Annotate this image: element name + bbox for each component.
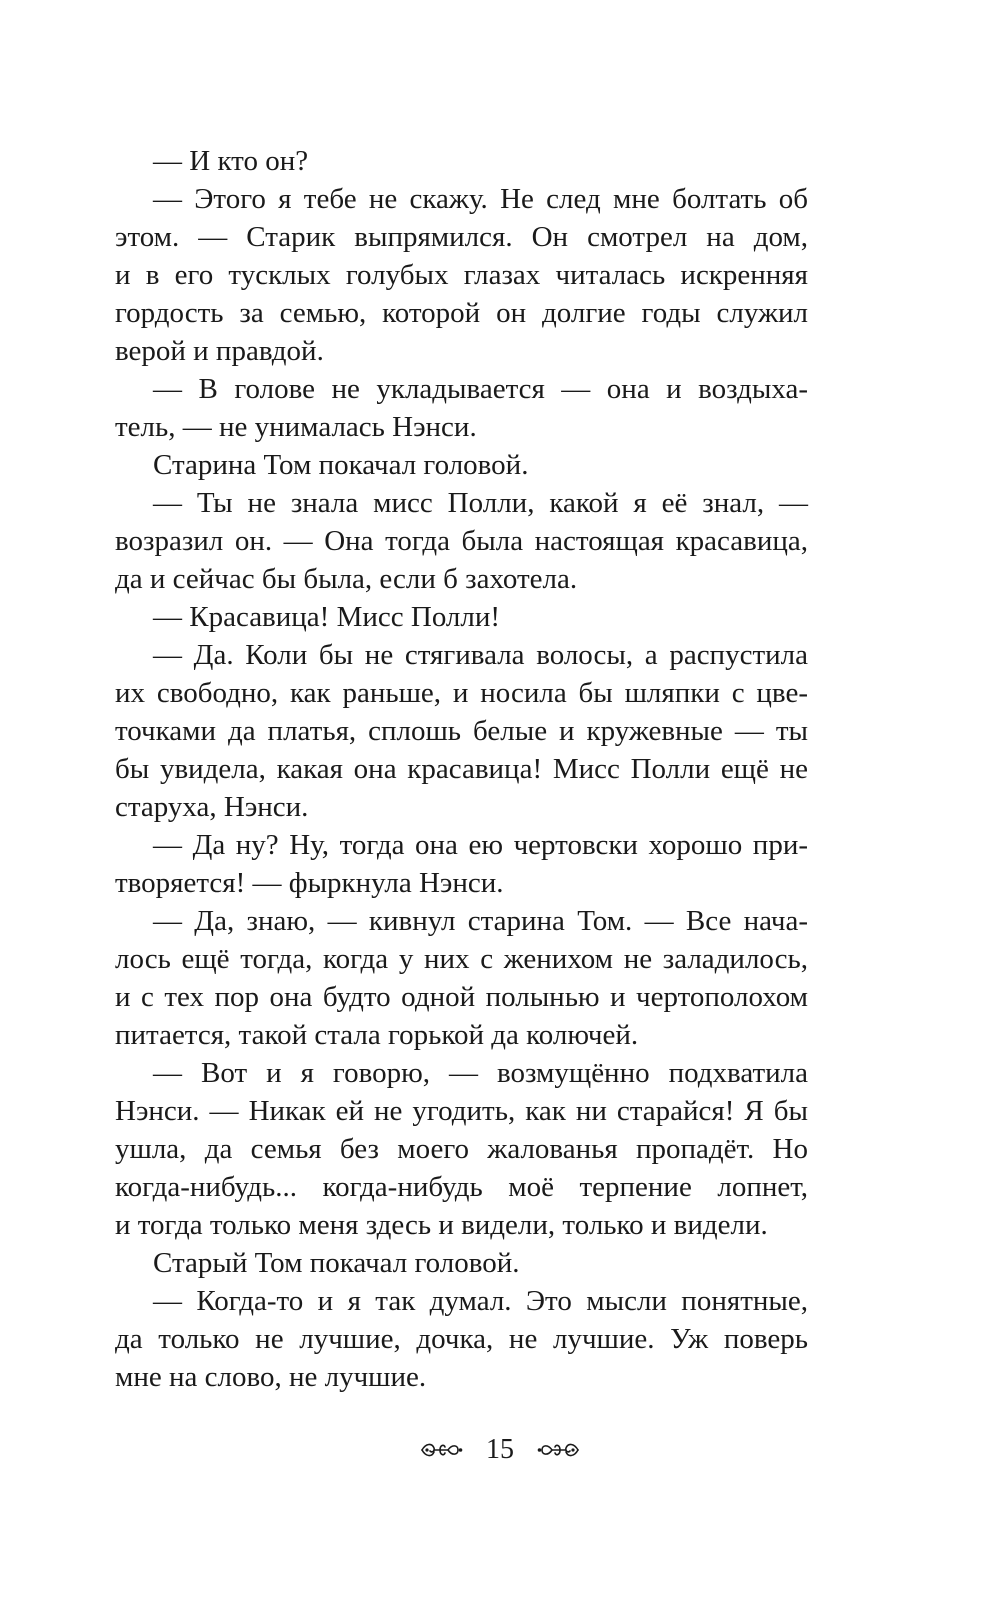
floral-ornament-left-icon	[418, 1439, 464, 1461]
text-line: и тогда только меня здесь и видели, только и видели.	[115, 1209, 768, 1241]
text-line: и с тех пор она будто одной полынью и чертополохом	[115, 981, 808, 1013]
text-line: творяется! — фыркнула Нэнси.	[115, 867, 504, 899]
page-footer	[0, 1430, 1000, 1470]
text-line: их свободно, как раньше, и носила бы шляпки с цве-	[115, 677, 808, 709]
text-line: старуха, Нэнси.	[115, 791, 309, 823]
floral-ornament-right-icon	[536, 1439, 582, 1461]
text-line: — Когда-то и я так думал. Это мысли понятные,	[153, 1285, 808, 1317]
text-line: верой и правдой.	[115, 335, 324, 367]
text-line: возразил он. — Она тогда была настоящая красавица,	[115, 525, 808, 557]
text-line: бы увидела, какая она красавица! Мисс Полли ещё не	[115, 753, 808, 785]
text-line: — Ты не знала мисс Полли, какой я её знал, —	[153, 487, 808, 519]
body-text	[115, 142, 808, 1396]
text-line: Нэнси. — Никак ей не угодить, как ни старайся! Я бы	[115, 1095, 808, 1127]
text-line: мне на слово, не лучшие.	[115, 1361, 427, 1393]
text-line: гордость за семью, которой он долгие годы служил	[115, 297, 808, 329]
text-line: — Вот и я говорю, — возмущённо подхватила	[153, 1057, 808, 1089]
text-line: тель, — не унималась Нэнси.	[115, 411, 477, 443]
text-line: да только не лучшие, дочка, не лучшие. Уж поверь	[115, 1323, 808, 1355]
text-line: — Красавица! Мисс Полли!	[153, 601, 501, 633]
text-line: и в его тусклых голубых глазах читалась искренняя	[115, 259, 808, 291]
text-line: этом. — Старик выпрямился. Он смотрел на дом,	[115, 221, 808, 253]
text-line: точками да платья, сплошь белые и кружевные — ты	[115, 715, 808, 747]
text-line: питается, такой стала горькой да колючей.	[115, 1019, 639, 1051]
text-line: ушла, да семья без моего жалованья пропадёт. Но	[115, 1133, 808, 1165]
text-line: когда-нибудь... когда-нибудь моё терпение лопнет,	[115, 1171, 808, 1203]
text-line: Старый Том покачал головой.	[153, 1247, 520, 1279]
page-number: 15	[486, 1434, 514, 1465]
text-line: Старина Том покачал головой.	[153, 449, 529, 481]
text-line: — Да, знаю, — кивнул старина Том. — Все нача-	[153, 905, 808, 937]
text-line: — Да ну? Ну, тогда она ею чертовски хорошо при-	[153, 829, 808, 861]
text-line: да и сейчас бы была, если б захотела.	[115, 563, 578, 595]
text-line: — И кто он?	[153, 145, 309, 177]
text-line: — В голове не укладывается — она и воздыха-	[153, 373, 808, 405]
text-line: — Да. Коли бы не стягивала волосы, а распустила	[153, 639, 808, 671]
text-line: — Этого я тебе не скажу. Не след мне болтать об	[153, 183, 808, 215]
text-line: лось ещё тогда, когда у них с женихом не заладилось,	[115, 943, 808, 975]
